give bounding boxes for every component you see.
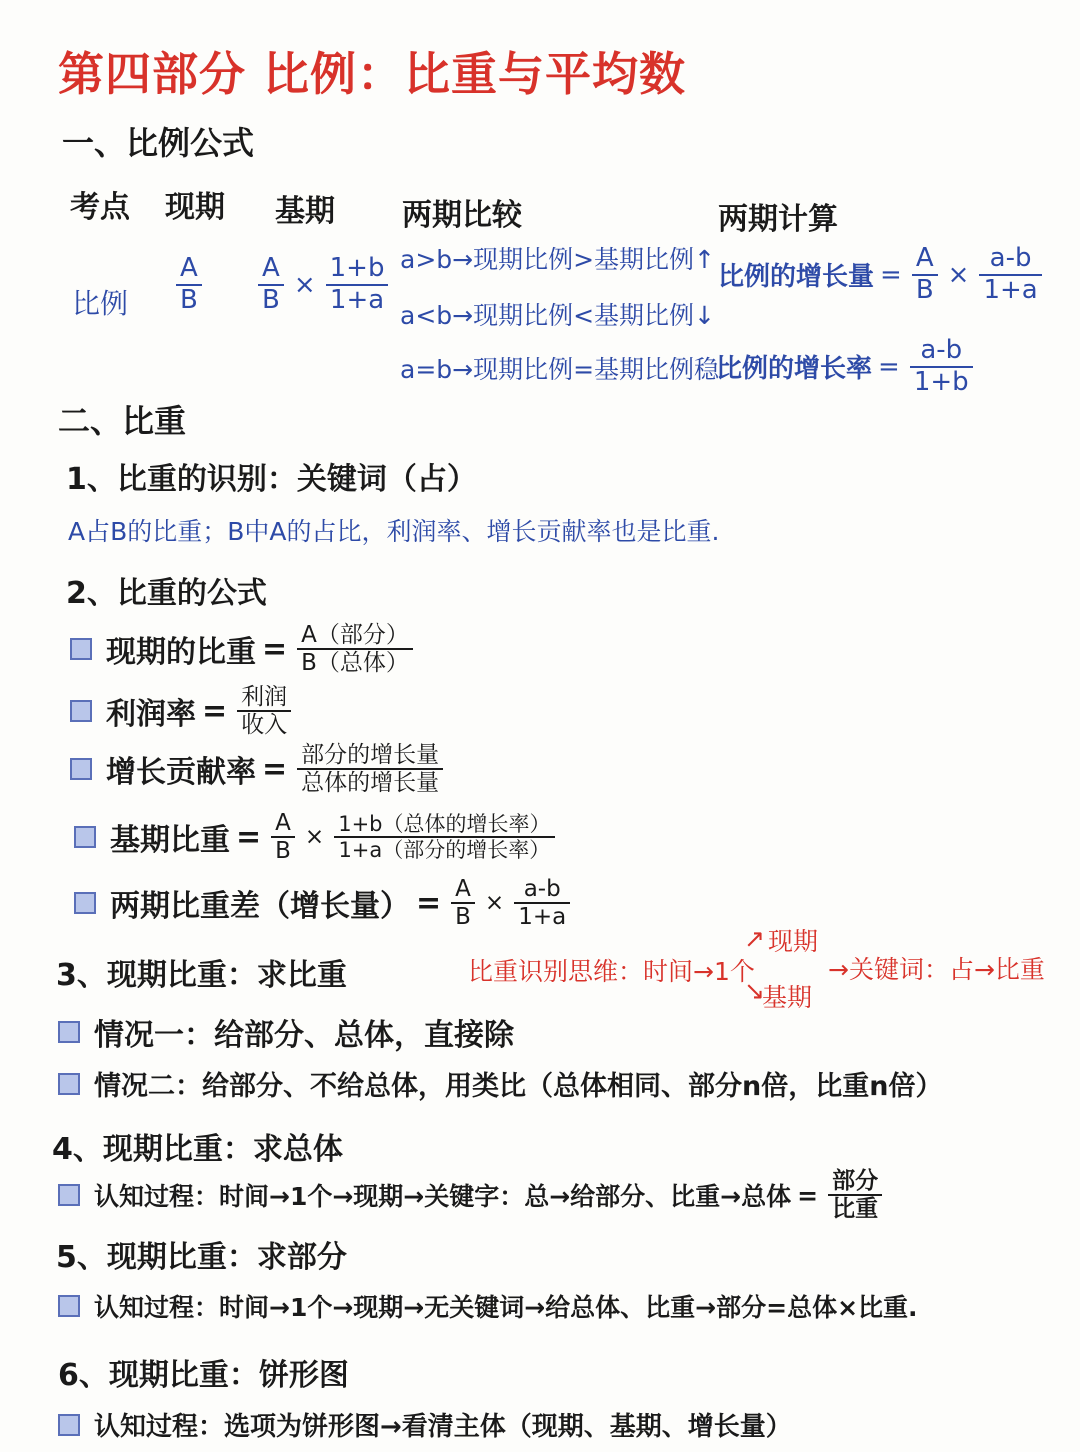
formula-two-period-proportion-difference: 两期比重差（增长量） = $\frac{A}{B}$ × $\frac{a-b}{1+a}$ xyxy=(74,876,574,931)
thinking-prefix: 比重识别思维：时间→1个 xyxy=(468,957,755,986)
process-pie-chart: 认知过程：选项为饼形图→看清主体（现期、基期、增长量） xyxy=(58,1406,792,1443)
thinking-current: 现期 xyxy=(768,927,819,956)
checkbox-icon xyxy=(58,1184,80,1206)
checkbox-icon xyxy=(70,638,92,660)
checkbox-icon xyxy=(58,1414,80,1436)
case-two: 情况二：给部分、不给总体，用类比（总体相同、部分n倍，比重n倍） xyxy=(58,1064,942,1103)
section-heading-ratio-formula: 一、比例公式 xyxy=(62,124,255,162)
formula-current-proportion: 现期的比重 = $\frac{\text{A（部分）}}{\text{B（总体）}}$ xyxy=(70,622,417,677)
calc-ratio-increase-amount: 比例的增长量 = $\frac{A}{B}$ × $\frac{a-b}{1+a}$ xyxy=(718,244,1046,306)
subsection-5-heading: 5、现期比重：求部分 xyxy=(56,1240,347,1275)
case-one: 情况一：给部分、总体，直接除 xyxy=(58,1010,514,1054)
compare-line-greater: a>b→现期比例>基期比例↑ xyxy=(400,245,715,274)
compare-line-less: a<b→现期比例<基期比例↓ xyxy=(400,301,715,330)
base-ratio-formula: $\frac{A}{B}$ × $\frac{1+b}{1+a}$ xyxy=(254,254,392,316)
checkbox-icon xyxy=(70,758,92,780)
subsection-1-note: A占B的比重；B中A的占比，利润率、增长贡献率也是比重. xyxy=(68,517,720,546)
checkbox-icon xyxy=(74,826,96,848)
checkbox-icon xyxy=(74,892,96,914)
column-header-compare: 两期比较 xyxy=(402,198,522,233)
row-label-ratio: 比例 xyxy=(72,287,129,320)
calc-ratio-growth-rate: 比例的增长率 = $\frac{a-b}{1+b}$ xyxy=(716,336,977,398)
formula-base-proportion: 基期比重 = $\frac{A}{B}$ × $\frac{\text{1+b（总体的增长率）}}{\text{1+a（部分的增长率）}}$ xyxy=(74,810,559,865)
thinking-arrow-up: ↗ xyxy=(744,924,765,953)
checkbox-icon xyxy=(58,1073,80,1095)
thinking-suffix: →关键词：占→比重 xyxy=(828,955,1045,984)
column-header-current: 现期 xyxy=(165,190,225,225)
process-find-part: 认知过程：时间→1个→现期→无关键词→给总体、比重→部分=总体×比重. xyxy=(58,1288,918,1324)
checkbox-icon xyxy=(58,1295,80,1317)
formula-growth-contribution-rate: 增长贡献率 = $\frac{\text{部分的增长量}}{\text{总体的增长量}}$ xyxy=(70,742,447,797)
subsection-2-heading: 2、比重的公式 xyxy=(66,576,267,611)
formula-profit-rate: 利润率 = $\frac{\text{利润}}{\text{收入}}$ xyxy=(70,684,295,739)
checkbox-icon xyxy=(58,1021,80,1043)
column-header-base: 基期 xyxy=(275,194,335,229)
thinking-arrow-down: ↘ xyxy=(744,976,765,1005)
page-title: 第四部分 比例：比重与平均数 xyxy=(58,47,687,101)
thinking-base: 基期 xyxy=(762,983,813,1012)
current-num: A xyxy=(180,253,198,283)
subsection-4-heading: 4、现期比重：求总体 xyxy=(52,1132,343,1167)
checkbox-icon xyxy=(70,700,92,722)
subsection-3-heading: 3、现期比重：求比重 xyxy=(56,958,347,993)
subsection-6-heading: 6、现期比重：饼形图 xyxy=(58,1358,349,1393)
column-header-topic: 考点 xyxy=(70,190,130,225)
column-header-calc: 两期计算 xyxy=(718,202,838,237)
current-den: B xyxy=(180,284,198,315)
subsection-1-heading: 1、比重的识别：关键词（占） xyxy=(66,462,477,497)
section-heading-proportion: 二、比重 xyxy=(58,402,187,440)
compare-line-equal: a=b→现期比例=基期比例稳 xyxy=(400,355,720,384)
process-find-total: 认知过程：时间→1个→现期→关键字：总→给部分、比重→总体 = $\frac{\text{部分}}{\text{比重}}$ xyxy=(58,1168,886,1223)
current-ratio-formula xyxy=(172,254,206,316)
